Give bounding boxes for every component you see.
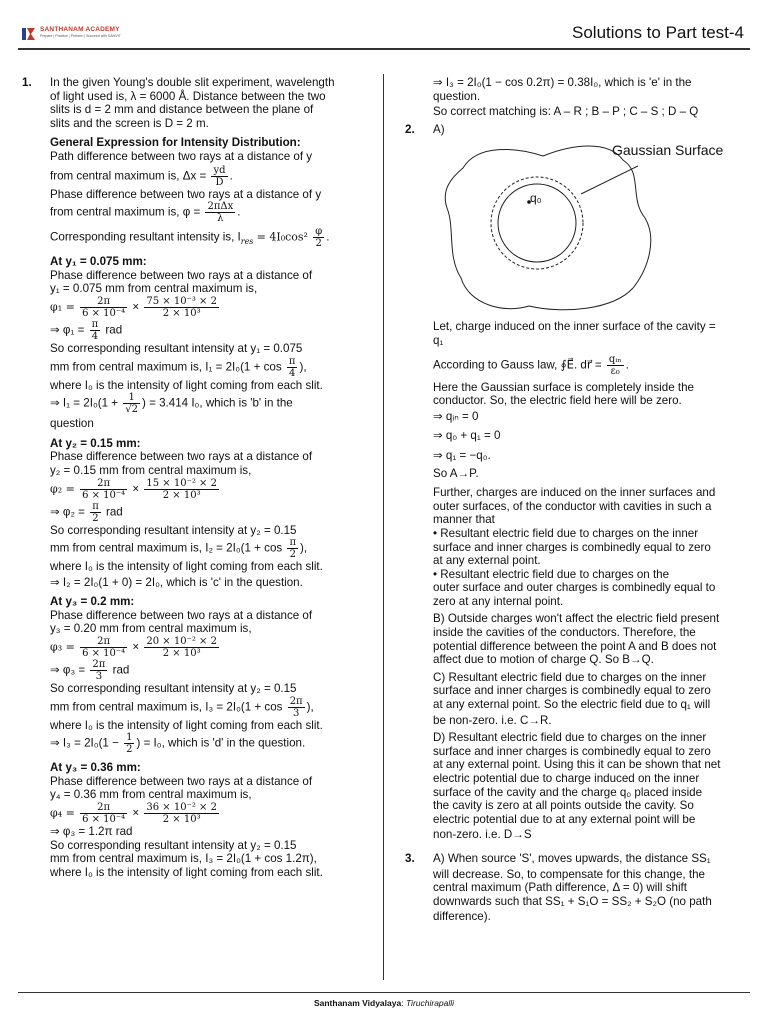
q2-line: Here the Gaussian surface is completely inside the [433, 380, 694, 394]
q1-phase-diff-line: Phase difference between two rays at a distance of y [50, 187, 322, 201]
q1-intro-line: slits and the screen is D = 2 m. [50, 116, 209, 130]
right-column [405, 76, 750, 924]
q1-intro-line: In the given Young's double slit experiment, wavelength [50, 76, 335, 89]
q2-line: Further, charges are induced on the inner surfaces and [433, 486, 716, 500]
charge-q0-label: q₀ [530, 191, 542, 206]
intensity-line: So corresponding resultant intensity at y₂ = 0.15 [50, 682, 297, 696]
part-line: y₃ = 0.20 mm from central maximum is, [50, 622, 252, 636]
question-number-3: 3. [405, 851, 415, 865]
q2-line: outer surface and outer charges is combinedly equal to [433, 581, 716, 595]
q1-phase-diff-eq: from central maximum is, φ = $\frac{\text{2πΔx}}{\lambda}$ . [50, 201, 241, 225]
q2-line: conductor. So, the electric field here will be zero. [433, 394, 682, 408]
q2-further-block [433, 486, 750, 608]
matching-answer: So correct matching is: A – R ; B – P ; C – S ; D – Q [433, 105, 699, 119]
q1-path-diff-eq: from central maximum is, Δx = $\frac{yd}{D}$ . [50, 164, 233, 188]
question-3 [405, 852, 750, 924]
where-line: where I₀ is the intensity of light coming from each slit. [50, 718, 323, 732]
q3-line: A) When source 'S', moves upwards, the distance SS₁ [433, 851, 711, 865]
q2-line: surface and inner charges is combinedly equal to zero [433, 744, 711, 758]
left-column [22, 76, 362, 879]
phi-equation: φ₁ = $\frac{2\pi}{\text{6 × 10⁻⁴}}$ × $\frac{\text{75 × 10⁻³ × 2}}{\text{2 × 10³}}$ [50, 295, 217, 319]
part-line: Phase difference between two rays at a distance of [50, 450, 313, 464]
intensity-equation: mm from central maximum is, I₂ = 2I₀(1 + cos $\frac{\pi}{2}$ ), [50, 537, 308, 561]
q2-line: • Resultant electric field due to charges on the [433, 567, 670, 581]
gaussian-surface-label: Gaussian Surface [612, 142, 724, 159]
q2-line: Let, charge induced on the inner surface of the cavity = [433, 320, 716, 334]
phi-result: ⇒ φ₃ = $\frac{2\pi}{3}$ rad [50, 659, 130, 683]
q2-line: at any external point. Using this it can be shown that net [433, 758, 721, 772]
q3-line: will decrease. So, to compensate for this change, the [433, 867, 705, 881]
q1-intensity-eq: Corresponding resultant intensity is, $I_{res} = 4I_0\cos^2$ $\frac{\varphi}{2}$ . [50, 226, 330, 250]
question-1-body [22, 76, 362, 879]
gauss-law-eq: According to Gauss law, ∮E⃗. dr⃗ = $\frac{\text{qᵢₙ}}{\text{ε₀}}$ . [433, 353, 629, 377]
phi-result: ⇒ φ₁ = $\frac{\pi}{4}$ rad [50, 318, 123, 342]
phi-result: ⇒ φ₂ = $\frac{\pi}{2}$ rad [50, 500, 123, 524]
q2-part-d [433, 731, 750, 842]
where-line: where I₀ is the intensity of light coming from each slit. [50, 865, 323, 879]
part-line: y₂ = 0.15 mm from central maximum is, [50, 463, 252, 477]
final-extra: question [50, 417, 94, 431]
q2-line: • Resultant electric field due to charges on the inner [433, 526, 699, 540]
label-pointer [581, 166, 638, 194]
page-header [0, 0, 768, 50]
intensity-equation: mm from central maximum is, I₃ = 2I₀(1 + cos $\frac{2\pi}{3}$ ), [50, 695, 314, 719]
part-line: Phase difference between two rays at a distance of [50, 608, 313, 622]
q3-line: central maximum (Path difference, Δ = 0) will shift [433, 881, 687, 895]
part-title-y4: At y₃ = 0.36 mm: [50, 761, 141, 775]
q2-line: B) Outside charges won't affect the electric field present [433, 612, 720, 626]
q2-part-c [433, 671, 750, 727]
academy-logo [22, 26, 121, 46]
question-1-continuation [405, 76, 750, 119]
intensity-line: So corresponding resultant intensity at y₂ = 0.15 [50, 523, 297, 537]
phi-equation: φ₃ = $\frac{2\pi}{\text{6 × 10⁻⁴}}$ × $\frac{\text{20 × 10⁻² × 2}}{\text{2 × 10³}}$ [50, 636, 217, 660]
q2-line: electric potential due to charge induced on the inner [433, 772, 700, 785]
final-intensity: ⇒ I₃ = 2I₀(1 − $\frac{1}{2}$ ) = I₀, which is 'd' in the question. [50, 732, 306, 756]
q2-line: at any external point. So the electric field due to q₁ will [433, 698, 711, 712]
q2-line: q₁ [433, 333, 444, 347]
logo-mark-icon [22, 27, 36, 41]
intensity-line: So corresponding resultant intensity at y₂ = 0.15 [50, 838, 297, 852]
question-2 [405, 123, 750, 842]
q2-line: C) Resultant electric field due to charges on the inner [433, 670, 707, 684]
q1-section-heading: General Expression for Intensity Distribution: [50, 136, 301, 150]
phase-diff-fraction: $\frac{\text{2πΔx}}{\lambda}$ [207, 201, 234, 225]
q2-line: the cavity is zero at all points outside the cavity. So [433, 799, 694, 813]
part-title-y3: At y₃ = 0.2 mm: [50, 595, 135, 609]
question-number-1: 1. [22, 76, 32, 89]
path-diff-fraction: $\frac{yd}{D}$ [213, 164, 226, 188]
part-line: Phase difference between two rays at a distance of [50, 268, 313, 282]
q1-intro-line: slits is d = 2 mm and distance between the plane of [50, 103, 314, 117]
q2-line: zero at any internal point. [433, 594, 564, 608]
q3-line: downwards such that SS₁ + S₁O = SS₂ + S₂O (no path [433, 894, 712, 908]
gaussian-surface-diagram [433, 138, 763, 318]
q2-line: surface and inner charges is combinedly equal to zero [433, 540, 711, 554]
footer-school: Santhanam Vidyalaya [313, 998, 402, 1008]
phi-equation: φ₂ = $\frac{2\pi}{\text{6 × 10⁻⁴}}$ × $\frac{\text{15 × 10⁻² × 2}}{\text{2 × 10³}}$ [50, 477, 217, 501]
q2-part-b [433, 612, 750, 666]
q2-line: outer surfaces, of the conductor with cavities in such a [433, 499, 712, 513]
header-divider [18, 48, 750, 50]
phi-equation: φ₄ = $\frac{2\pi}{\text{6 × 10⁻⁴}}$ × $\frac{\text{36 × 10⁻² × 2}}{\text{2 × 10³}}$ [50, 802, 217, 826]
intensity-line: So corresponding resultant intensity at y₁ = 0.075 [50, 341, 303, 355]
q2-equation: ⇒ q₀ + q₁ = 0 [433, 429, 501, 443]
q2-answer-a: So A→P. [433, 466, 479, 480]
q2-line: manner that [433, 513, 495, 527]
q2-line: surface of the cavity and the charge q₀ placed inside [433, 785, 703, 799]
logo-tagline: Prepare | Practice | Perform | Succeed with SAMVIT [40, 34, 121, 38]
footer-divider [18, 992, 750, 993]
logo-name: SANTHANAM ACADEMY [40, 26, 120, 33]
part-title-y1: At y₁ = 0.075 mm: [50, 255, 147, 269]
q1-path-diff-line: Path difference between two rays at a distance of y [50, 149, 313, 163]
phi-result: ⇒ φ₃ = 1.2π rad [50, 825, 133, 839]
q2-line: electric potential due to at any external point will be [433, 812, 696, 826]
page-title: Solutions to Part test-4 [572, 23, 744, 42]
where-line: where I₀ is the intensity of light coming from each slit. [50, 560, 323, 574]
q2-part-a-label: A) [433, 122, 445, 136]
q3-line: difference). [433, 910, 491, 924]
q2-line: be non-zero. i.e. C→R. [433, 713, 552, 727]
part-title-y2: At y₂ = 0.15 mm: [50, 436, 141, 450]
q2-line: inside the cavities of the conductors. Therefore, the [433, 626, 696, 640]
conductor-figure [433, 138, 763, 318]
q2-line: surface and inner charges is combinedly equal to zero [433, 684, 711, 698]
question-number-2: 2. [405, 122, 415, 136]
part-line: y₄ = 0.36 mm from central maximum is, [50, 788, 252, 802]
q2-line: non-zero. i.e. D→S [433, 828, 532, 842]
intensity-fraction: $\frac{\varphi}{2}$ [315, 226, 323, 250]
q2-equation: ⇒ qᵢₙ = 0 [433, 409, 479, 423]
part-line: Phase difference between two rays at a distance of [50, 774, 313, 788]
conductor-outline [445, 146, 651, 310]
q2-line: affect due to motion of charge Q. So B→Q. [433, 653, 654, 667]
final-intensity: ⇒ I₁ = 2I₀(1 + $\frac{1}{√2}$ ) = 3.414 I₀, which is 'b' in the [50, 392, 293, 416]
final-intensity: ⇒ I₂ = 2I₀(1 + 0) = 2I₀, which is 'c' in the question. [50, 575, 303, 589]
continuation-line: question. [433, 89, 481, 103]
part-line: y₁ = 0.075 mm from central maximum is, [50, 282, 258, 296]
where-line: where I₀ is the intensity of light coming from each slit. [50, 378, 323, 392]
q2-line: D) Resultant electric field due to charges on the inner [433, 731, 707, 745]
page-footer: Santhanam Vidyalaya: Tiruchirapalli [313, 998, 455, 1008]
q2-line: at any external point. [433, 554, 541, 568]
continuation-line: ⇒ I₃ = 2I₀(1 − cos 0.2π) = 0.38I₀, which is 'e' in the [433, 76, 692, 89]
intensity-equation: mm from central maximum is, I₁ = 2I₀(1 + cos $\frac{\pi}{4}$ ), [50, 355, 307, 379]
column-divider [383, 74, 384, 980]
q1-intro-line: of light used is, λ = 6000 Å. Distance between the two [50, 89, 326, 103]
intensity-equation: mm from central maximum is, I₃ = 2I₀(1 + cos 1.2π), [50, 852, 317, 866]
q2-equation: ⇒ q₁ = −q₀. [433, 448, 491, 462]
q2-line: potential difference between the point A and B does not [433, 639, 717, 653]
footer-city: Tiruchirapalli [405, 998, 455, 1008]
